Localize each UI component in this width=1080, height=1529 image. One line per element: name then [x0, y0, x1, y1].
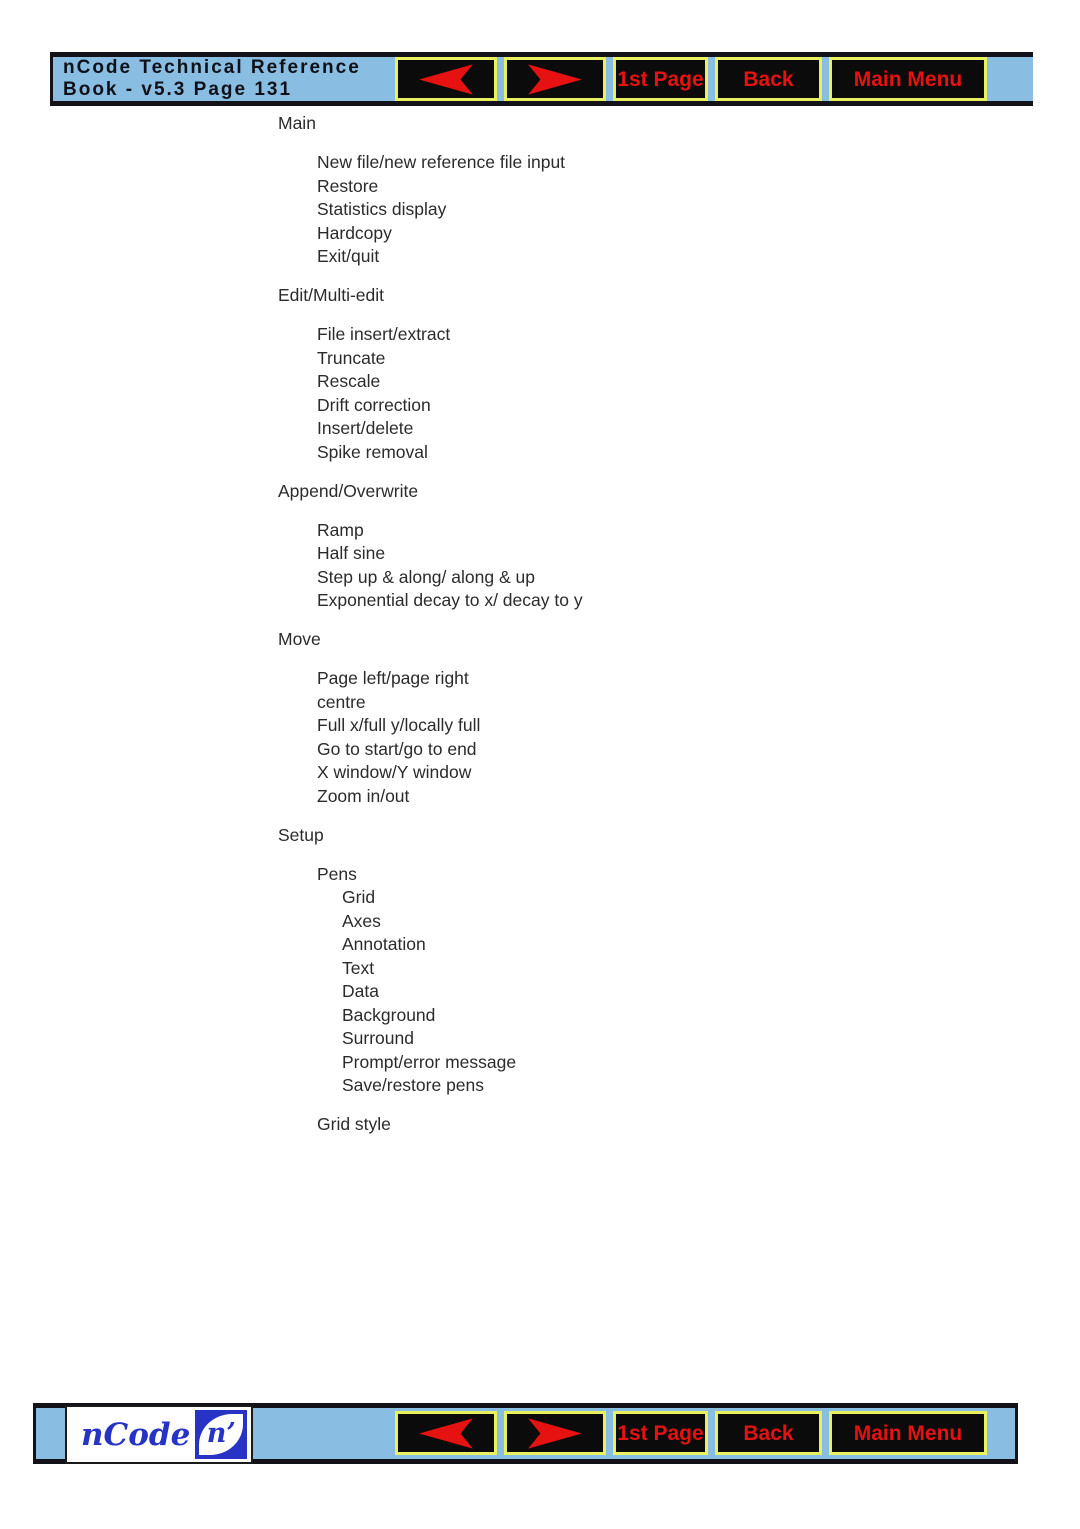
menu-item: Surround — [342, 1028, 414, 1048]
ncode-logo-letter: n’ — [206, 1417, 236, 1449]
menu-section-title: Move — [278, 629, 321, 649]
nav-back-button[interactable]: Back — [715, 57, 822, 101]
ncode-logo — [65, 1405, 253, 1464]
menu-item: Save/restore pens — [342, 1075, 485, 1095]
nav-main-menu-button[interactable]: Main Menu — [829, 57, 987, 101]
right-arrow-icon — [527, 1417, 583, 1450]
menu-section — [278, 628, 918, 808]
menu-section — [278, 824, 918, 1137]
menu-item: Zoom in/out — [317, 785, 410, 806]
menu-item: Half sine — [317, 543, 386, 563]
ncode-leaf-shape — [199, 1414, 243, 1455]
nav-prev-button[interactable] — [395, 57, 497, 101]
menu-outline — [278, 112, 918, 1152]
menu-item: File insert/extract — [317, 324, 451, 344]
nav-prev-button[interactable] — [395, 1411, 497, 1455]
menu-item: Data — [342, 981, 379, 1001]
menu-item: Statistics display — [317, 199, 447, 219]
menu-item: Annotation — [342, 934, 426, 954]
menu-item: Exit/quit — [317, 246, 380, 266]
menu-item: Exponential decay to x/ decay to y — [317, 590, 583, 610]
menu-item: Drift correction — [317, 394, 431, 415]
menu-item: New file/new reference file input — [317, 152, 566, 172]
menu-item: Spike removal — [317, 441, 428, 462]
menu-item: Grid — [342, 887, 376, 907]
menu-item: Ramp — [317, 519, 364, 540]
menu-item: Background — [342, 1004, 436, 1025]
menu-item: Page left/page right — [317, 668, 469, 688]
footer-nav — [395, 1411, 987, 1455]
menu-section-title: Setup — [278, 824, 324, 845]
left-arrow-icon — [418, 63, 474, 96]
ncode-logo-text: nCode — [81, 1416, 191, 1453]
nav-first-page-button[interactable]: 1st Page — [613, 1411, 708, 1455]
menu-item: Grid style — [317, 1114, 391, 1134]
header-nav — [395, 57, 987, 101]
menu-item: Hardcopy — [317, 222, 392, 243]
menu-section-title: Edit/Multi-edit — [278, 285, 385, 305]
menu-item: Truncate — [317, 347, 386, 368]
menu-item: Full x/full y/locally full — [317, 715, 481, 735]
right-arrow-icon — [527, 63, 583, 96]
menu-item: centre — [317, 691, 366, 712]
nav-next-button[interactable] — [504, 1411, 606, 1455]
menu-item: Text — [342, 957, 375, 978]
menu-item: Restore — [317, 175, 379, 196]
menu-item: Insert/delete — [317, 418, 414, 438]
footer-bar — [33, 1403, 1018, 1464]
page-title-line2: Book - v5.3 Page 131 — [63, 79, 293, 100]
menu-section — [278, 284, 918, 464]
nav-first-page-button[interactable]: 1st Page — [613, 57, 708, 101]
menu-section-title: Append/Overwrite — [278, 480, 419, 501]
header-bar — [50, 52, 1033, 106]
menu-item: Rescale — [317, 371, 381, 391]
menu-item: X window/Y window — [317, 762, 472, 782]
nav-main-menu-button[interactable]: Main Menu — [829, 1411, 987, 1455]
menu-section-title: Main — [278, 113, 316, 133]
menu-item: Go to start/go to end — [317, 738, 477, 759]
nav-next-button[interactable] — [504, 57, 606, 101]
menu-item: Axes — [342, 910, 381, 931]
page-title-line1: nCode Technical Reference — [63, 57, 361, 78]
page-title — [63, 57, 361, 101]
menu-item: Step up & along/ along & up — [317, 566, 535, 587]
left-arrow-icon — [418, 1417, 474, 1450]
menu-section — [278, 480, 918, 613]
ncode-logo-icon — [195, 1410, 247, 1459]
menu-item: Prompt/error message — [342, 1051, 517, 1072]
menu-section — [278, 112, 918, 269]
menu-item: Pens — [317, 863, 357, 884]
nav-back-button[interactable]: Back — [715, 1411, 822, 1455]
